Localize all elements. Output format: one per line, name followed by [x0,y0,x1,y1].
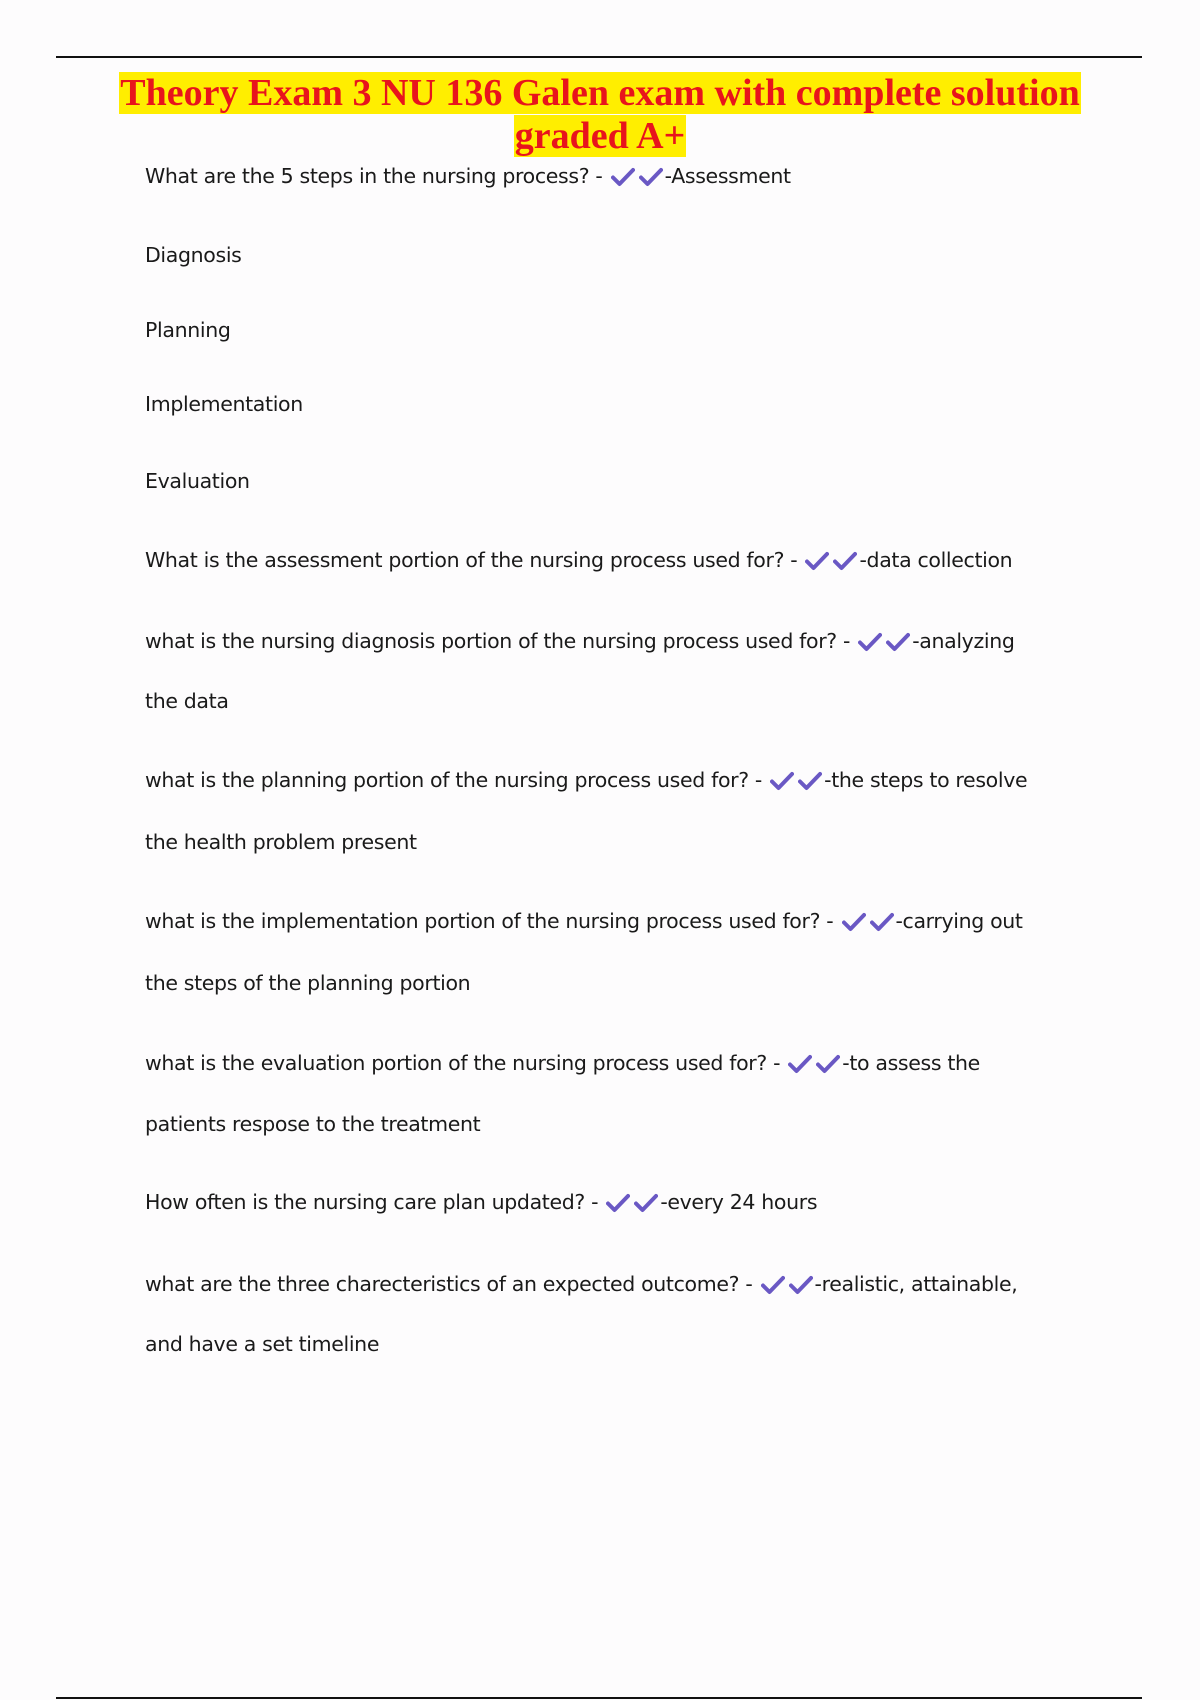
answer-text: -the steps to resolve [824,768,1028,792]
answer-text: -carrying out [895,909,1023,933]
question-text: what is the planning portion of the nursing process used for? - [145,768,762,792]
question-row [145,627,1015,655]
check-icon [798,771,822,791]
question-text: How often is the nursing care plan updated? - [145,1190,599,1214]
check-icon [611,167,635,187]
question-text: what is the nursing diagnosis portion of the nursing process used for? - [145,629,851,653]
answer-line: the steps of the planning portion [145,971,471,995]
check-icon [770,771,794,791]
question-row [145,907,1023,935]
answer-text: -realistic, attainable, [814,1272,1018,1296]
check-icon [842,912,866,932]
check-icon [805,551,829,571]
answer-text: -data collection [859,548,1013,572]
question-text: what is the implementation portion of the nursing process used for? - [145,909,834,933]
answer-line: and have a set timeline [145,1332,380,1356]
question-text: what is the evaluation portion of the nursing process used for? - [145,1051,781,1075]
check-icon [634,1193,658,1213]
check-icon [858,632,882,652]
answer-line: Diagnosis [145,243,242,267]
check-icon [886,632,910,652]
answer-line: the data [145,689,229,713]
answer-line: the health problem present [145,830,417,854]
answer-text: -every 24 hours [660,1190,818,1214]
question-row [145,1188,817,1216]
question-text: What is the assessment portion of the nursing process used for? - [145,548,798,572]
answer-line: Implementation [145,392,303,416]
check-icon [789,1275,813,1295]
check-icon [816,1054,840,1074]
answer-line: patients respose to the treatment [145,1112,481,1136]
answer-text: -Assessment [664,164,791,188]
answer-line: Evaluation [145,469,250,493]
question-row [145,1049,980,1077]
bottom-rule [56,1697,1142,1699]
top-rule [56,56,1142,58]
question-text: What are the 5 steps in the nursing process? - [145,164,603,188]
answer-text: -analyzing [912,629,1015,653]
check-icon [788,1054,812,1074]
check-icon [761,1275,785,1295]
check-icon [833,551,857,571]
check-icon [639,167,663,187]
answer-line: Planning [145,318,231,342]
question-row [145,162,791,190]
title-line-2: graded A+ [514,115,686,157]
check-icon [870,912,894,932]
question-row [145,1270,1017,1298]
question-row [145,766,1027,794]
question-row [145,546,1012,574]
question-text: what are the three charecteristics of an expected outcome? - [145,1272,753,1296]
title-line-1: Theory Exam 3 NU 136 Galen exam with complete solution [120,72,1080,114]
answer-text: -to assess the [842,1051,980,1075]
check-icon [606,1193,630,1213]
document-title [96,72,1104,158]
